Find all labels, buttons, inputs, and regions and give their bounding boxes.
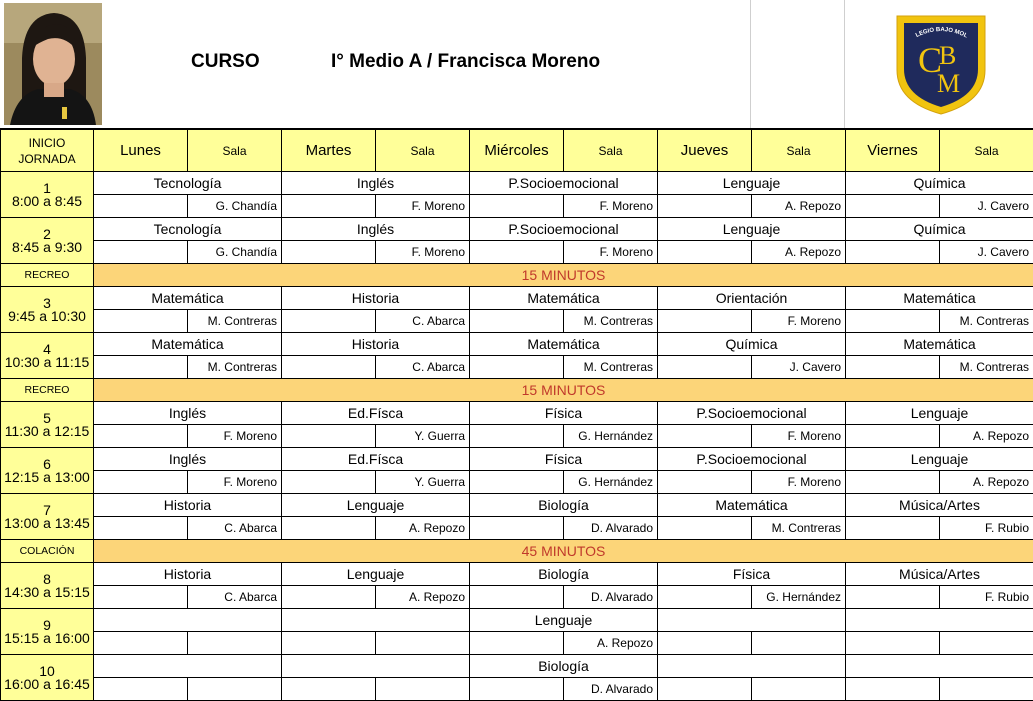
empty-cell (846, 310, 940, 333)
empty-cell (94, 356, 188, 379)
period-subject-row (1, 172, 1033, 195)
start-label (1, 130, 94, 172)
subject-cell: Física (470, 402, 658, 425)
period-subject-row (1, 655, 1033, 678)
period-time: 8:45 a 9:30 (1, 241, 93, 254)
period-teacher-row (1, 241, 1033, 264)
break-label: RECREO (1, 379, 94, 402)
teacher-cell: D. Alvarado (564, 678, 658, 701)
empty-cell (846, 678, 940, 701)
teacher-cell: Y. Guerra (376, 471, 470, 494)
empty-cell (846, 356, 940, 379)
empty-cell (658, 586, 752, 609)
empty-cell (470, 425, 564, 448)
teacher-cell (376, 632, 470, 655)
teacher-cell: J. Cavero (940, 195, 1033, 218)
break-label: COLACIÓN (1, 540, 94, 563)
period-teacher-row (1, 425, 1033, 448)
period-time: 12:15 a 13:00 (1, 471, 93, 484)
teacher-cell: M. Contreras (564, 310, 658, 333)
subject-cell: Historia (282, 287, 470, 310)
period-time-cell (1, 402, 94, 448)
subject-cell (94, 609, 282, 632)
teacher-cell: D. Alvarado (564, 517, 658, 540)
teacher-cell: F. Rubio (940, 586, 1033, 609)
subject-cell: Inglés (282, 218, 470, 241)
empty-cell (94, 425, 188, 448)
teacher-cell: C. Abarca (188, 586, 282, 609)
break-duration: 45 MINUTOS (94, 540, 1033, 563)
teacher-cell: G. Chandía (188, 195, 282, 218)
break-row (1, 264, 1033, 287)
period-number: 8 (1, 573, 93, 586)
empty-cell (94, 517, 188, 540)
subject-cell: Lenguaje (282, 494, 470, 517)
teacher-cell: A. Repozo (752, 241, 846, 264)
subject-cell: Ed.Físca (282, 402, 470, 425)
subject-cell: Historia (94, 563, 282, 586)
period-time-cell (1, 218, 94, 264)
school-crest-icon (893, 8, 989, 116)
empty-cell (282, 471, 376, 494)
teacher-cell (188, 678, 282, 701)
teacher-cell: A. Repozo (564, 632, 658, 655)
schedule-header (0, 0, 1033, 129)
empty-cell (282, 678, 376, 701)
period-teacher-row (1, 678, 1033, 701)
subject-cell: Lenguaje (470, 609, 658, 632)
teacher-portrait-icon (4, 3, 102, 125)
schedule-table (0, 129, 1033, 701)
subject-cell: Química (658, 333, 846, 356)
empty-cell (470, 195, 564, 218)
subject-cell: P.Socioemocional (658, 448, 846, 471)
empty-cell (282, 241, 376, 264)
subject-cell: P.Socioemocional (470, 218, 658, 241)
empty-cell (94, 241, 188, 264)
empty-cell (658, 310, 752, 333)
period-time-cell (1, 172, 94, 218)
period-number: 4 (1, 343, 93, 356)
subject-cell: Biología (470, 563, 658, 586)
subject-cell: Ed.Físca (282, 448, 470, 471)
period-teacher-row (1, 471, 1033, 494)
period-number: 10 (1, 665, 93, 678)
teacher-photo (4, 3, 102, 125)
day-header-martes: Martes (282, 130, 376, 172)
teacher-cell: A. Repozo (940, 425, 1033, 448)
subject-cell: P.Socioemocional (658, 402, 846, 425)
subject-cell: Matemática (846, 287, 1033, 310)
period-time-cell (1, 655, 94, 701)
empty-cell (470, 310, 564, 333)
teacher-cell: A. Repozo (376, 586, 470, 609)
room-header: Sala (376, 130, 470, 172)
period-time: 9:45 a 10:30 (1, 310, 93, 323)
teacher-cell: F. Moreno (752, 310, 846, 333)
subject-cell: Lenguaje (282, 563, 470, 586)
subject-cell: Música/Artes (846, 494, 1033, 517)
teacher-cell: C. Abarca (376, 310, 470, 333)
teacher-cell: A. Repozo (940, 471, 1033, 494)
empty-cell (658, 471, 752, 494)
teacher-cell (752, 632, 846, 655)
empty-cell (282, 195, 376, 218)
empty-cell (94, 471, 188, 494)
empty-cell (846, 241, 940, 264)
period-subject-row (1, 402, 1033, 425)
empty-cell (658, 678, 752, 701)
period-time: 16:00 a 16:45 (1, 678, 93, 691)
period-teacher-row (1, 356, 1033, 379)
logo-letter-c: C (918, 40, 942, 80)
teacher-cell (940, 678, 1033, 701)
empty-cell (282, 356, 376, 379)
break-duration: 15 MINUTOS (94, 264, 1033, 287)
subject-cell: Biología (470, 655, 658, 678)
subject-cell: Inglés (94, 402, 282, 425)
empty-cell (846, 471, 940, 494)
empty-cell (846, 195, 940, 218)
room-header: Sala (940, 130, 1033, 172)
period-subject-row (1, 218, 1033, 241)
teacher-cell: F. Rubio (940, 517, 1033, 540)
period-time: 11:30 a 12:15 (1, 425, 93, 438)
period-time-cell (1, 448, 94, 494)
subject-cell: Biología (470, 494, 658, 517)
subject-cell: Lenguaje (658, 218, 846, 241)
empty-cell (470, 241, 564, 264)
teacher-cell: C. Abarca (188, 517, 282, 540)
subject-cell (282, 655, 470, 678)
subject-cell: Matemática (658, 494, 846, 517)
subject-cell: Matemática (470, 333, 658, 356)
subject-cell: Física (658, 563, 846, 586)
teacher-cell: F. Moreno (188, 471, 282, 494)
subject-cell: Historia (94, 494, 282, 517)
subject-cell: Lenguaje (846, 448, 1033, 471)
subject-cell (846, 655, 1033, 678)
subject-cell: Física (470, 448, 658, 471)
subject-cell: Matemática (94, 333, 282, 356)
empty-cell (658, 241, 752, 264)
subject-cell (846, 609, 1033, 632)
subject-cell: Inglés (282, 172, 470, 195)
subject-cell: P.Socioemocional (470, 172, 658, 195)
teacher-cell: M. Contreras (940, 310, 1033, 333)
period-subject-row (1, 333, 1033, 356)
teacher-cell: F. Moreno (752, 471, 846, 494)
empty-cell (470, 517, 564, 540)
period-subject-row (1, 494, 1033, 517)
subject-cell: Matemática (94, 287, 282, 310)
teacher-cell: J. Cavero (752, 356, 846, 379)
empty-cell (658, 356, 752, 379)
school-logo (893, 8, 989, 116)
teacher-cell: M. Contreras (188, 356, 282, 379)
teacher-cell: F. Moreno (376, 195, 470, 218)
period-subject-row (1, 448, 1033, 471)
subject-cell (94, 655, 282, 678)
teacher-cell: F. Moreno (564, 195, 658, 218)
subject-cell: Historia (282, 333, 470, 356)
empty-cell (282, 425, 376, 448)
break-label: RECREO (1, 264, 94, 287)
empty-cell (94, 586, 188, 609)
period-time: 15:15 a 16:00 (1, 632, 93, 645)
teacher-cell: J. Cavero (940, 241, 1033, 264)
teacher-cell: M. Contreras (940, 356, 1033, 379)
empty-cell (282, 586, 376, 609)
subject-cell: Química (846, 172, 1033, 195)
period-teacher-row (1, 517, 1033, 540)
start-label-line1: INICIO (1, 135, 93, 151)
period-time-cell (1, 563, 94, 609)
empty-cell (846, 586, 940, 609)
teacher-cell: F. Moreno (752, 425, 846, 448)
period-time-cell (1, 494, 94, 540)
period-teacher-row (1, 586, 1033, 609)
subject-cell: Música/Artes (846, 563, 1033, 586)
teacher-cell: F. Moreno (188, 425, 282, 448)
room-header: Sala (564, 130, 658, 172)
period-time-cell (1, 333, 94, 379)
empty-cell (94, 632, 188, 655)
empty-cell (94, 310, 188, 333)
subject-cell: Tecnología (94, 218, 282, 241)
subject-cell: Química (846, 218, 1033, 241)
empty-cell (282, 517, 376, 540)
period-teacher-row (1, 632, 1033, 655)
break-duration: 15 MINUTOS (94, 379, 1033, 402)
period-subject-row (1, 287, 1033, 310)
empty-cell (658, 195, 752, 218)
period-time: 13:00 a 13:45 (1, 517, 93, 530)
header-divider (750, 0, 751, 128)
period-teacher-row (1, 310, 1033, 333)
period-teacher-row (1, 195, 1033, 218)
period-time: 14:30 a 15:15 (1, 586, 93, 599)
day-header-viernes: Viernes (846, 130, 940, 172)
empty-cell (94, 195, 188, 218)
room-header: Sala (752, 130, 846, 172)
period-number: 1 (1, 182, 93, 195)
period-number: 5 (1, 412, 93, 425)
teacher-cell: D. Alvarado (564, 586, 658, 609)
teacher-cell: G. Hernández (752, 586, 846, 609)
period-time-cell (1, 287, 94, 333)
subject-cell: Tecnología (94, 172, 282, 195)
empty-cell (282, 310, 376, 333)
subject-cell: Lenguaje (846, 402, 1033, 425)
teacher-cell: A. Repozo (752, 195, 846, 218)
day-header-miercoles: Miércoles (470, 130, 564, 172)
period-subject-row (1, 609, 1033, 632)
day-header-jueves: Jueves (658, 130, 752, 172)
curso-label: CURSO (191, 51, 260, 73)
subject-cell: Matemática (470, 287, 658, 310)
teacher-cell: F. Moreno (564, 241, 658, 264)
empty-cell (94, 678, 188, 701)
empty-cell (282, 632, 376, 655)
period-number: 7 (1, 504, 93, 517)
teacher-cell: M. Contreras (752, 517, 846, 540)
period-time-cell (1, 609, 94, 655)
period-time: 10:30 a 11:15 (1, 356, 93, 369)
period-time: 8:00 a 8:45 (1, 195, 93, 208)
empty-cell (470, 356, 564, 379)
subject-cell (658, 609, 846, 632)
empty-cell (846, 517, 940, 540)
subject-cell: Inglés (94, 448, 282, 471)
empty-cell (846, 632, 940, 655)
empty-cell (470, 586, 564, 609)
teacher-cell: G. Hernández (564, 425, 658, 448)
period-subject-row (1, 563, 1033, 586)
teacher-cell: F. Moreno (376, 241, 470, 264)
empty-cell (658, 632, 752, 655)
teacher-cell: Y. Guerra (376, 425, 470, 448)
teacher-cell: M. Contreras (564, 356, 658, 379)
teacher-cell (752, 678, 846, 701)
room-header: Sala (188, 130, 282, 172)
teacher-cell: G. Chandía (188, 241, 282, 264)
subject-cell: Matemática (846, 333, 1033, 356)
empty-cell (846, 425, 940, 448)
logo-letter-b: B (939, 41, 956, 70)
teacher-cell: A. Repozo (376, 517, 470, 540)
subject-cell: Lenguaje (658, 172, 846, 195)
break-row (1, 379, 1033, 402)
period-number: 2 (1, 228, 93, 241)
teacher-cell (188, 632, 282, 655)
subject-cell (658, 655, 846, 678)
logo-school-name: LEGIO BAJO MOL (893, 8, 969, 40)
header-divider (844, 0, 845, 128)
break-row (1, 540, 1033, 563)
empty-cell (470, 471, 564, 494)
logo-letter-m: M (937, 69, 960, 98)
teacher-cell: M. Contreras (188, 310, 282, 333)
empty-cell (658, 425, 752, 448)
empty-cell (658, 517, 752, 540)
course-title: I° Medio A / Francisca Moreno (331, 51, 600, 73)
empty-cell (470, 678, 564, 701)
subject-cell: Orientación (658, 287, 846, 310)
teacher-cell (376, 678, 470, 701)
teacher-cell: G. Hernández (564, 471, 658, 494)
period-number: 6 (1, 458, 93, 471)
start-label-line2: JORNADA (1, 151, 93, 167)
teacher-cell: C. Abarca (376, 356, 470, 379)
subject-cell (282, 609, 470, 632)
period-number: 3 (1, 297, 93, 310)
day-header-lunes: Lunes (94, 130, 188, 172)
empty-cell (470, 632, 564, 655)
period-number: 9 (1, 619, 93, 632)
day-header-row (1, 130, 1033, 172)
teacher-cell (940, 632, 1033, 655)
